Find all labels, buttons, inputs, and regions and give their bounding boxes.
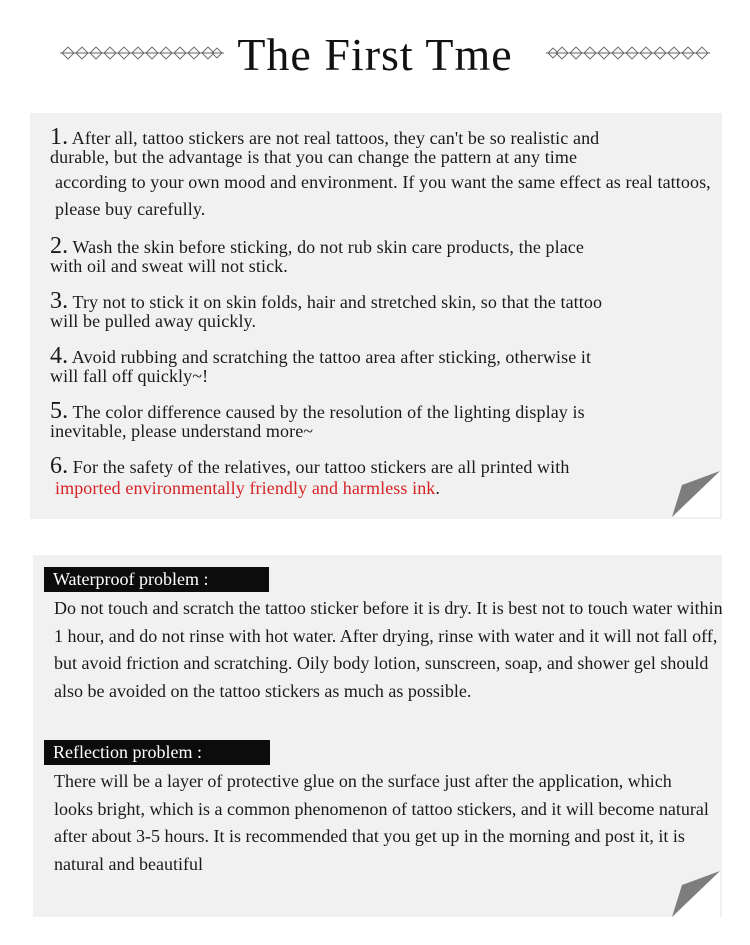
highlight-text: imported environmentally friendly and harmless ink [55, 478, 436, 498]
reflection-problem-label: Reflection problem : [44, 740, 270, 765]
note-text: For the safety of the relatives, our tattoo stickers are all printed with [68, 457, 570, 477]
note-item-2 [50, 233, 584, 276]
note-number: 2. [50, 233, 69, 259]
note-number: 4. [50, 343, 69, 369]
note-text-line2: inevitable, please understand more~ [50, 421, 314, 441]
note-text-line2: with oil and sweat will not stick. [50, 256, 288, 276]
note-item-5 [50, 398, 585, 441]
note-item-1 [50, 124, 722, 223]
note-item-3 [50, 288, 603, 331]
reflection-problem-text: There will be a layer of protective glue on the surface just after the application, which looks bright, which is a common phenomenon of tattoo stickers, and it will become natural after about 3-5 hours. It is recommended that you get up in the morning and post it, it is natural and beautiful [54, 771, 709, 874]
page-curl-icon [672, 871, 720, 917]
usage-notes-panel [30, 113, 722, 519]
page-title: The First Tme [237, 29, 513, 80]
note-text-line2: durable, but the advantage is that you can change the pattern at any time [50, 147, 578, 167]
note-item-4 [50, 343, 592, 386]
note-text: Wash the skin before sticking, do not rub skin care products, the place [68, 237, 584, 257]
note-item-6 [50, 453, 570, 498]
note-text: Try not to stick it on skin folds, hair and stretched skin, so that the tattoo [68, 292, 603, 312]
note-text-line2: will be pulled away quickly. [50, 311, 257, 331]
note-number: 5. [50, 398, 69, 424]
waterproof-problem-text: Do not touch and scratch the tattoo sticker before it is dry. It is best not to touch water within 1 hour, and do not rinse with hot water. After drying, rinse with water and it will not fall off, but avoid friction and scratching. Oily body lotion, sunscreen, soap, and shower gel should also be avoided on the tattoo stickers as much as possible. [54, 598, 723, 701]
note-text-continued: according to your own mood and environment. If you want the same effect as real tattoos, please buy carefully. [55, 172, 711, 219]
diamond-ornament-right-icon [546, 44, 710, 62]
header [0, 0, 750, 100]
note-text: Avoid rubbing and scratching the tattoo area after sticking, otherwise it [68, 347, 592, 367]
note-text-tail: . [435, 478, 441, 498]
note-text: After all, tattoo stickers are not real tattoos, they can't be so realistic and [68, 128, 600, 148]
note-text: The color difference caused by the resolution of the lighting display is [68, 402, 585, 422]
note-number: 1. [50, 124, 69, 150]
note-number: 6. [50, 453, 69, 479]
waterproof-problem-label: Waterproof problem : [44, 567, 269, 592]
page-curl-icon [672, 471, 720, 517]
note-number: 3. [50, 288, 69, 314]
note-text-line2: will fall off quickly~! [50, 366, 209, 386]
problems-panel [33, 555, 722, 917]
